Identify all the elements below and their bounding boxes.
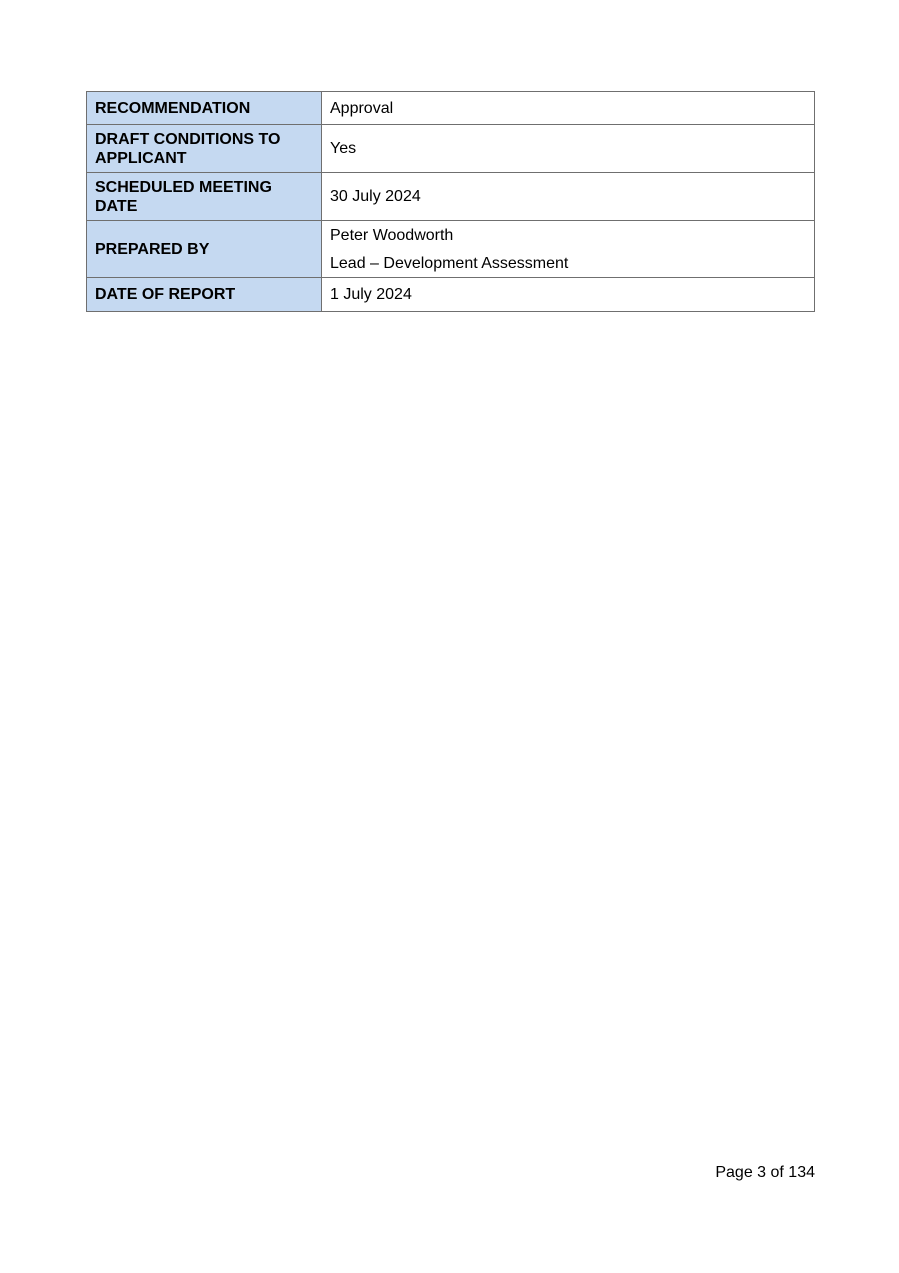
table-row-prepared-by	[87, 221, 815, 278]
table-row-date-of-report	[87, 278, 815, 312]
prepared-by-value	[322, 221, 815, 278]
prepared-by-label: PREPARED BY	[87, 221, 322, 278]
prepared-by-name: Peter Woodworth	[330, 226, 454, 244]
draft-conditions-label: DRAFT CONDITIONS TO APPLICANT	[87, 125, 322, 173]
draft-conditions-value: Yes	[322, 125, 815, 173]
table-row-scheduled-meeting-date	[87, 173, 815, 221]
date-of-report-label: DATE OF REPORT	[87, 278, 322, 312]
prepared-by-title: Lead – Development Assessment	[330, 254, 569, 272]
recommendation-value: Approval	[322, 92, 815, 125]
scheduled-meeting-date-label: SCHEDULED MEETING DATE	[87, 173, 322, 221]
report-summary-table	[86, 91, 815, 312]
table-row-draft-conditions	[87, 125, 815, 173]
recommendation-label: RECOMMENDATION	[87, 92, 322, 125]
table-row-recommendation	[87, 92, 815, 125]
scheduled-meeting-date-value: 30 July 2024	[322, 173, 815, 221]
page-number: Page 3 of 134	[715, 1164, 815, 1181]
date-of-report-value: 1 July 2024	[322, 278, 815, 312]
